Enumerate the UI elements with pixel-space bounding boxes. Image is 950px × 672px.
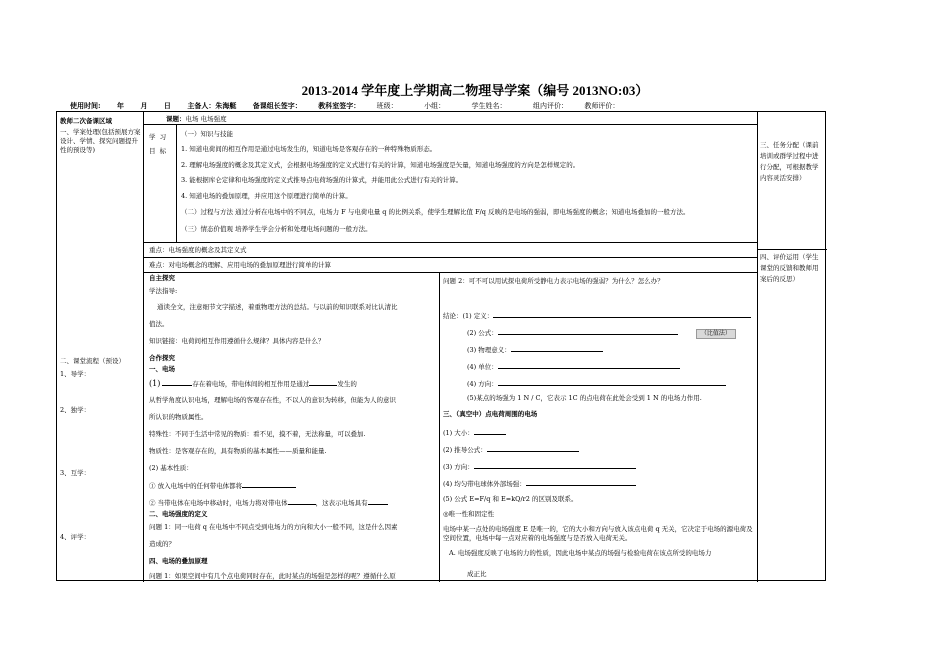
blank-direction[interactable]: [498, 378, 726, 386]
info-student: 学生姓名：: [471, 102, 507, 110]
blank-1[interactable]: [162, 378, 192, 386]
statement-a: A. 电场强度反映了电场的力的性质，因此电场中某点的场强与检验电荷在该点所受的电场力: [449, 549, 712, 557]
info-year: 年: [117, 101, 125, 110]
property-2: [149, 497, 388, 508]
q1-tail: 发生的: [337, 380, 357, 388]
derive-line: [443, 444, 579, 455]
blank-formula[interactable]: [498, 327, 678, 335]
feature-special: 特殊性：不同于生活中常见的物质：看不见，摸不着，无法称量，可以叠加.: [149, 430, 366, 438]
blank-2[interactable]: [309, 378, 337, 386]
basic-property: (2) 基本性质：: [149, 464, 193, 472]
definition-line: [443, 310, 751, 321]
blank-derive[interactable]: [487, 444, 579, 452]
blank-dir[interactable]: [474, 461, 636, 469]
knowledge-link: 知识链接：电荷间相互作用遵循什么规律？具体内容是什么？: [149, 337, 325, 345]
question-1: 问题 1：同一电荷 q 在电场中不同点受到电场力的方向和大小一般不同，这是什么因素: [149, 523, 398, 531]
info-leader-sign: 备课组长签字：: [252, 101, 302, 110]
formula-line: [467, 327, 736, 339]
size-label: (1) 大小：: [443, 429, 474, 437]
direction-label: (4) 方向：: [467, 380, 498, 388]
blank-5[interactable]: [368, 497, 388, 505]
size-line: [443, 427, 506, 438]
topic-value: 电场 电场强度: [185, 115, 227, 123]
unit-line: [467, 361, 680, 372]
self-study-heading: 自主探究: [149, 274, 175, 282]
uniqueness-text: 电场中某一点处的电场强度 E 是唯一的，它的大小和方向与放入该点电荷 q 无关，它决定于电场的源电荷及空间位置，电场中每一点对应着的电场强度与是否放入电荷无关。: [443, 525, 753, 542]
feature-material: 物质性：是客观存在的，具有物质的基本属性——质量和能量.: [149, 447, 327, 455]
property-2-text: ② 当带电体在电场中移动时，电场力将对带电体: [149, 499, 288, 507]
step-guide: 1、导学：: [60, 370, 91, 378]
plan-note: 一、学案处理(包括预展方案设计、学情、探究问题提升性的预设等): [60, 128, 141, 154]
goal-item-2: 2. 理解电场强度的概念及其定义式，会根据电场强度的定义式进行有关的计算，知道电场强度是矢量，知道电场强度的方向是怎样规定的。: [181, 161, 580, 169]
section-3-heading: 三、（真空中）点电荷周围的电场: [443, 410, 538, 418]
statement-a-cont: 成正比: [467, 570, 487, 578]
topic-label: 课题：: [166, 115, 186, 123]
section-4-heading: 四、电场的叠加原理: [149, 557, 208, 565]
info-teacher-eval: 教师评价：: [584, 102, 620, 110]
property-1: [149, 480, 296, 491]
method-guide-text: 通读全文，注意细节文字描述，着重物理方法的总结。与以前的知识联系对比认清比: [157, 303, 398, 311]
flow-heading: 二、课堂流程（预设）: [60, 357, 125, 365]
philosophy-text: 从哲学角度认识电场，理解电场的客观存在性，不以人的意识为转移，但能为人的意识: [149, 396, 396, 404]
question-2: 问题 2：可不可以用试探电荷所受静电力表示电场的强弱？为什么？怎么办？: [443, 277, 664, 285]
formula-label: (2) 公式：: [467, 329, 498, 337]
unit-explanation: (5)某点的场强为 1 N / C，它表示 1C 的点电荷在此处会受到 1 N 的电场力作用.: [467, 394, 702, 402]
q1-text: 存在着电场，带电体间的相互作用是通过: [192, 380, 310, 388]
step-mutual: 3、互学：: [60, 469, 91, 477]
blank-meaning[interactable]: [511, 344, 603, 352]
goal-1-heading: （一）知识与技能: [181, 130, 233, 138]
uniqueness-heading: ◎唯一性和固定性: [443, 510, 495, 518]
philosophy-text-2: 所认识的物质属性。: [149, 413, 208, 421]
dir-label: (3) 方向：: [443, 463, 474, 471]
meaning-label: (3) 物理意义：: [467, 346, 511, 354]
dir-line: [443, 461, 636, 472]
direction-line: [467, 378, 726, 389]
goal-item-1: 1. 知道电荷间的相互作用是通过电场发生的，知道电场是客观存在的一种特殊物质形态。: [181, 145, 437, 153]
info-office-sign: 教科室签字：: [318, 101, 361, 110]
blank-definition[interactable]: [493, 310, 751, 318]
lesson-sheet: [56, 111, 826, 581]
key-point: 重点：电场强度的概念及其定义式: [149, 246, 247, 254]
difficulty: 难点：对电场概念的理解、应用电场的叠加原理进行简单的计算: [149, 261, 331, 269]
info-bar: [70, 101, 633, 111]
goal-label: 学 习 目 标: [149, 133, 168, 155]
goal-item-3: 3. 能根据库仑定律和电场强度的定义式推导点电荷场强的计算式，并能用此公式进行有关的计算。: [181, 176, 463, 184]
formula-compare: (5) 公式 E=F/q 和 E=kQ/r2 的区别及联系。: [443, 495, 578, 503]
superposition-question: 问题 1：如果空间中有几个点电荷同时存在，此时某点的场强是怎样的呢？遵循什么原: [149, 572, 396, 580]
meaning-line: [467, 344, 603, 355]
method-guide-text-2: 值法。: [149, 320, 169, 328]
method-guide-label: 学法指导:: [149, 287, 178, 295]
info-month: 月: [140, 101, 148, 110]
teacher-area-heading: 教师二次备课区域: [60, 117, 112, 125]
q1-number: (1): [149, 379, 161, 388]
blank-3[interactable]: [242, 480, 296, 488]
fill-line-1: [149, 378, 357, 389]
info-group-eval: 组内评价：: [532, 102, 568, 110]
blank-size[interactable]: [474, 427, 506, 435]
goal-values: （三）情态价值观 培养学生学会分析和处理电场问题的一般方法。: [181, 225, 372, 233]
coop-heading: 合作探究: [149, 354, 175, 362]
step-self: 2、独学：: [60, 406, 91, 414]
page-title: 2013-2014 学年度上学期高二物理导学案（编号 2013NO:03）: [301, 83, 649, 98]
goal-process: （二）过程与方法 通过分析在电场中的不同点，电场力 F 与电荷电量 q 的比例关系，使学生理解比值 F/q 反映的是电场的强弱，即电场强度的概念；知道电场叠加的一般方法。: [181, 208, 690, 216]
section-2-heading: 二、电场强度的定义: [149, 510, 208, 518]
info-author: 主备人：朱海艇: [187, 101, 237, 110]
topic-line: [166, 115, 227, 124]
blank-4[interactable]: [288, 497, 316, 505]
goal-item-4: 4. 知道电场的叠加原理，并应用这个原理进行简单的计算。: [181, 192, 352, 200]
evaluation-note: 四、评价运用（学生课堂的反馈和教师用案后的反思）: [760, 253, 819, 283]
ball-line: [443, 478, 636, 489]
info-group: 小组：: [424, 102, 446, 110]
info-date-label: 使用时间:: [70, 101, 101, 110]
ratio-method-tag: （比值法）: [696, 329, 736, 339]
definition-label: 结论：(1) 定义：: [443, 312, 494, 320]
task-allocation: 三、任务分配（课前培训或群学过程中进行分配，可根据教学内容灵活安排）: [760, 141, 819, 182]
question-1-cont: 造成的？: [149, 540, 175, 548]
property-1-text: ① 放入电场中的任何带电体都将: [149, 482, 243, 490]
property-2-tail: ，这表示电场具有: [315, 499, 368, 507]
blank-unit[interactable]: [498, 361, 680, 369]
blank-ball[interactable]: [526, 478, 636, 486]
derive-label: (2) 推导公式：: [443, 446, 487, 454]
info-class: 班级：: [376, 102, 398, 110]
ball-label: (4) 均匀带电球体外部场强：: [443, 480, 526, 488]
section-1-heading: 一、电场: [149, 365, 175, 373]
unit-label: (4) 单位：: [467, 363, 498, 371]
step-eval: 4、评学：: [60, 533, 91, 541]
info-day: 日: [163, 101, 171, 110]
